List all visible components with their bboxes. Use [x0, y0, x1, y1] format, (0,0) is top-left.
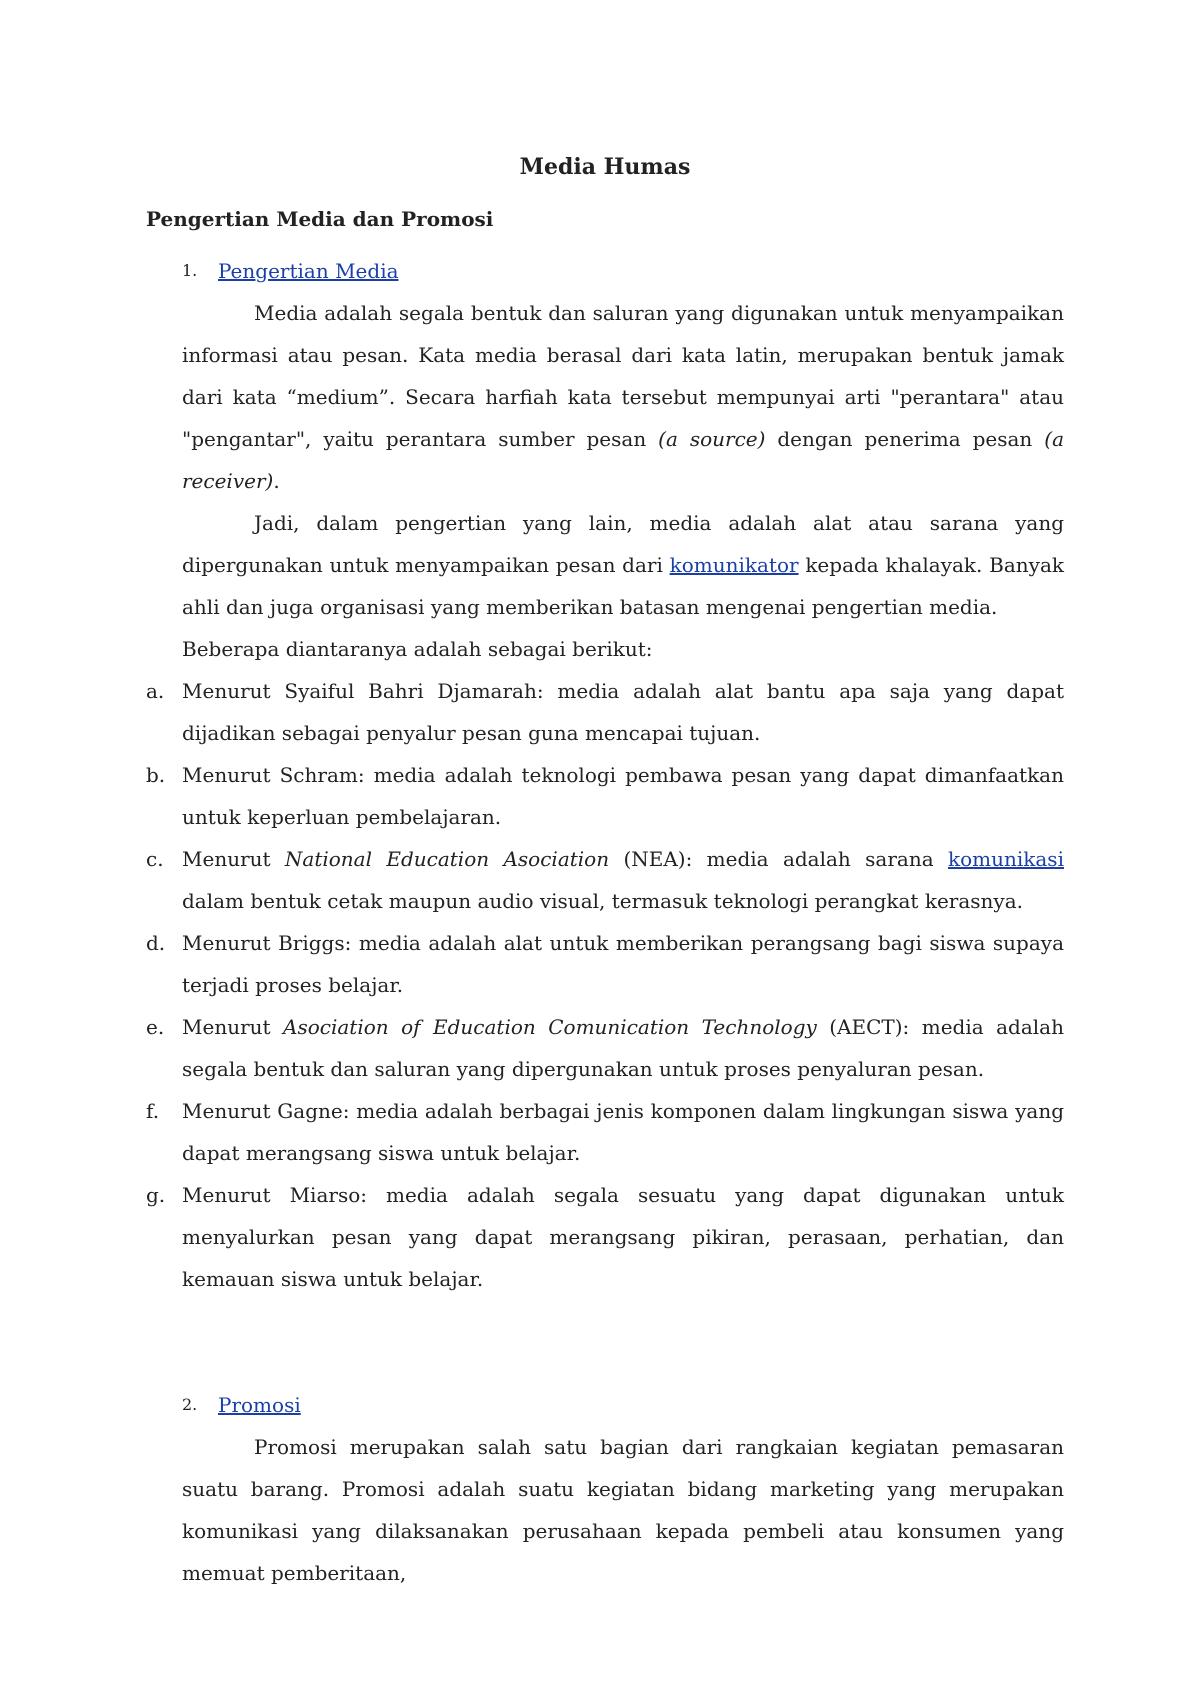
section-2-number: 2. — [182, 1395, 198, 1414]
komunikator-link[interactable]: komunikator — [669, 553, 799, 577]
item-c-post: dalam bentuk cetak maupun audio visual, termasuk teknologi perangkat kerasnya. — [182, 889, 1023, 913]
list-item-text: Menurut Gagne: media adalah berbagai jenis komponen dalam lingkungan siswa yang dapat merangsang siswa untuk belajar. — [182, 1099, 1064, 1165]
list-item — [146, 670, 1064, 754]
p1-italic-source: (a source) — [658, 427, 766, 451]
item-e-italic: Asociation of Education Comunication Technology — [283, 1015, 817, 1039]
p1-italic-receiver: (a receiver) — [182, 427, 1064, 493]
document-subtitle: Pengertian Media dan Promosi — [146, 207, 494, 231]
list-item — [146, 1174, 1064, 1300]
list-item — [146, 1090, 1064, 1174]
section-2-link[interactable]: Promosi — [218, 1393, 301, 1417]
list-item-text: Menurut Schram: media adalah teknologi pembawa pesan yang dapat dimanfaatkan untuk keperluan pembelajaran. — [182, 763, 1064, 829]
section-spacer — [146, 1300, 1064, 1384]
list-marker: e. — [146, 1015, 165, 1039]
paragraph-promosi-definition: Promosi merupakan salah satu bagian dari rangkaian kegiatan pemasaran suatu barang. Promosi adalah suatu kegiatan bidang marketing yang merupakan komunikasi yang dilaksanakan perusahaan kepada pembeli atau konsumen yang memuat pemberitaan, — [182, 1435, 1064, 1585]
document-title: Media Humas — [519, 154, 691, 180]
paragraph-intro-list: Beberapa diantaranya adalah sebagai berikut: — [182, 637, 653, 661]
section-1-link[interactable]: Pengertian Media — [218, 259, 399, 283]
item-c-pre: Menurut — [182, 847, 285, 871]
list-item-text — [182, 838, 1064, 922]
p1-text-1: Media adalah segala bentuk dan saluran yang digunakan untuk menyampaikan informasi atau pesan. Kata media berasal dari kata latin, merupakan bentuk jamak dari kata “medium”. Secara harfiah kata tersebut mempunyai arti "perantara" atau "pengantar", yaitu perantara sumber pesan — [182, 301, 1064, 451]
item-c-italic: National Education Asociation — [284, 847, 610, 871]
section-2-body — [182, 1426, 1064, 1594]
list-item — [146, 922, 1064, 1006]
item-e-pre: Menurut — [182, 1015, 284, 1039]
list-marker: a. — [146, 679, 165, 703]
section-1-number: 1. — [182, 261, 198, 280]
komunikasi-link[interactable]: komunikasi — [947, 847, 1064, 871]
list-item-text: Menurut Syaiful Bahri Djamarah: media adalah alat bantu apa saja yang dapat dijadikan sebagai penyalur pesan guna mencapai tujuan. — [182, 679, 1064, 745]
item-c-mid: (NEA): media adalah sarana — [609, 847, 948, 871]
list-marker: g. — [146, 1183, 166, 1207]
list-item — [146, 1006, 1064, 1090]
p1-text-2: dengan penerima pesan — [765, 427, 1045, 451]
definitions-list — [146, 670, 1064, 1300]
list-item-text: Menurut Briggs: media adalah alat untuk memberikan perangsang bagi siswa supaya terjadi proses belajar. — [182, 931, 1064, 997]
section-1-heading — [146, 250, 1064, 292]
list-marker: f. — [146, 1099, 160, 1123]
list-item — [146, 754, 1064, 838]
section-1-body — [146, 292, 1064, 1300]
paragraph-media-alt-definition — [182, 502, 1064, 628]
p1-text-3: . — [273, 469, 280, 493]
list-marker: c. — [146, 847, 164, 871]
p2-text-1: Jadi, dalam pengertian yang lain, media adalah alat atau sarana yang dipergunakan untuk menyampaikan pesan dari — [182, 511, 1064, 577]
list-item-text: Menurut Miarso: media adalah segala sesuatu yang dapat digunakan untuk menyalurkan pesan yang dapat merangsang pikiran, perasaan, perhatian, dan kemauan siswa untuk belajar. — [182, 1183, 1064, 1291]
item-e-post: (AECT): media adalah segala bentuk dan saluran yang dipergunakan untuk proses penyaluran pesan. — [182, 1015, 1064, 1081]
list-item — [146, 838, 1064, 922]
section-2-heading — [146, 1384, 1064, 1426]
list-marker: d. — [146, 931, 166, 955]
paragraph-media-definition — [182, 292, 1064, 502]
p2-text-2: kepada khalayak. Banyak ahli dan juga organisasi yang memberikan batasan mengenai pengertian media. — [182, 553, 1064, 619]
list-marker: b. — [146, 763, 166, 787]
list-item-text — [182, 1006, 1064, 1090]
